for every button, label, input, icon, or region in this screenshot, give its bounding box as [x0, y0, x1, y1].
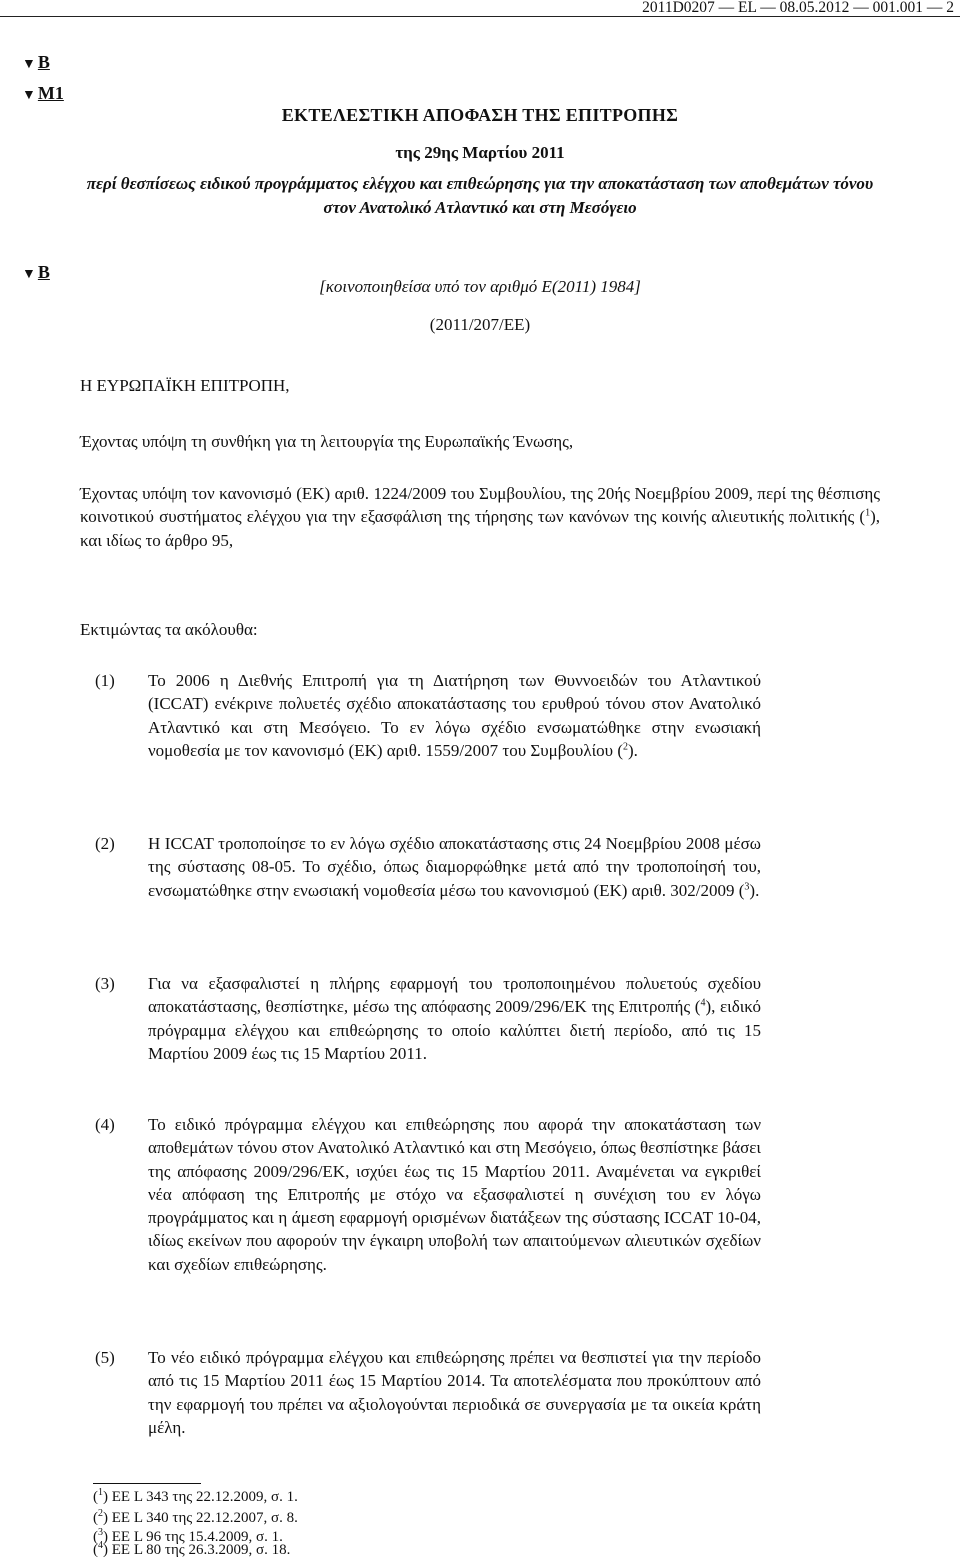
- recital-number: (5): [95, 1348, 115, 1367]
- running-header: 2011D0207 — EL — 08.05.2012 — 001.001 — 2: [642, 0, 954, 16]
- footnote: ($^1$) ΕΕ L 343 της 22.12.2009, σ. 1.: [93, 1487, 298, 1505]
- document-number: (2011/207/ΕΕ): [429, 315, 531, 334]
- footnote: ($^2$) ΕΕ L 340 της 22.12.2007, σ. 8.: [93, 1508, 298, 1526]
- consolidation-marker-b[interactable]: [22, 52, 50, 73]
- recital-number: (3): [95, 974, 115, 993]
- footnote: ($^4$) ΕΕ L 80 της 26.3.2009, σ. 18.: [93, 1540, 291, 1558]
- marker-label: B: [37, 52, 50, 72]
- footnote-ref[interactable]: 2: [623, 741, 628, 753]
- footnote-separator: [93, 1483, 201, 1484]
- citation-regulation: Έχοντας υπόψη τον κανονισμό (ΕΚ) αριθ. 1224/2009 του Συμβουλίου, της 20ής Νοεμβρίου 2009, περί της θέσπισης κοινοτικού συστήματος ελέγχου για την εξασφάλιση της τήρησης των κανόνων της κοινής αλιευτικής πολιτικής ($^1$), και ιδίως το άρθρο 95,: [80, 484, 880, 550]
- triangle-down-icon: ▼: [22, 88, 36, 103]
- footnote-ref[interactable]: 3: [744, 880, 750, 892]
- document-subject: περί θεσπίσεως ειδικού προγράμματος ελέγχου και επιθεώρησης για την αποκατάσταση των αποθεμάτων τόνου στον Ανατολικό Ατλαντικό και στη Μεσόγειο: [86, 174, 874, 217]
- consolidation-marker-m1[interactable]: [22, 83, 64, 104]
- triangle-down-icon: ▼: [22, 267, 36, 282]
- recital-number: (1): [95, 671, 115, 690]
- marker-label: M1: [37, 83, 64, 103]
- recital-number: (2): [95, 834, 115, 853]
- recital-text: Για να εξασφαλιστεί η πλήρης εφαρμογή του τροποποιημένου πολυετούς σχεδίου αποκατάστασης, θεσπίστηκε, μέσω της απόφασης 2009/296/ΕΚ της Επιτροπής ($^4$), ειδικό πρόγραμμα ελέγχου και επιθεώρησης το οποίο καλύπτει διετή περίοδο, από τις 15 Μαρτίου 2009 έως τις 15 Μαρτίου 2011.: [148, 974, 761, 1063]
- recital-number: (4): [95, 1115, 115, 1134]
- consolidation-marker-b[interactable]: [22, 262, 50, 283]
- notification-reference: [κοινοποιηθείσα υπό τον αριθμό Ε(2011) 1984]: [319, 277, 641, 296]
- triangle-down-icon: ▼: [22, 57, 36, 72]
- recital-text: Το νέο ειδικό πρόγραμμα ελέγχου και επιθεώρησης πρέπει να θεσπιστεί για την περίοδο από τις 15 Μαρτίου 2011 έως 15 Μαρτίου 2014. Τα αποτελέσματα που προκύπτουν από την εφαρμογή του πρέπει να αξιολογούνται περιοδικά σε συνεργασία με τα οικεία κράτη μέλη.: [148, 1348, 761, 1437]
- document-title: ΕΚΤΕΛΕΣΤΙΚΗ ΑΠΟΦΑΣΗ ΤΗΣ ΕΠΙΤΡΟΠΗΣ: [281, 105, 679, 125]
- marker-label: B: [37, 262, 50, 282]
- recital-text: Το ειδικό πρόγραμμα ελέγχου και επιθεώρησης που αφορά την αποκατάσταση των αποθεμάτων τόνου στον Ανατολικό Ατλαντικό και στη Μεσόγειο, όπως θεσπίστηκε βάσει της απόφασης 2009/296/ΕΚ, ισχύει έως τις 15 Μαρτίου 2011. Αναμένεται να εγκριθεί νέα απόφαση της Επιτροπής με στόχο να εξασφαλιστεί η συνέχιση του εν λόγω προγράμματος και η άμεση εφαρμογή ορισμένων διατάξεων της σύστασης ICCAT 10-04, ιδίως εκείνων που αφορούν την έγκαιρη υποβολή των απαιτούμενων αλιευτικών σχεδίων και σχεδίων επιθεώρησης.: [148, 1115, 761, 1274]
- footnote: ($^3$) ΕΕ L 96 της 15.4.2009, σ. 1.: [93, 1527, 283, 1545]
- footnote-ref[interactable]: 4: [700, 997, 706, 1009]
- citation-treaty: Έχοντας υπόψη τη συνθήκη για τη λειτουργία της Ευρωπαϊκής Ένωσης,: [80, 432, 574, 451]
- document-date: της 29ης Μαρτίου 2011: [395, 143, 565, 162]
- whereas-intro: Εκτιμώντας τα ακόλουθα:: [80, 620, 258, 639]
- recital-text: Η ICCAT τροποποίησε το εν λόγω σχέδιο αποκατάστασης στις 24 Νοεμβρίου 2008 μέσω της σύστασης 08-05. Το σχέδιο, όπως διαμορφώθηκε μετά από την τροποποίησή του, ενσωματώθηκε στην ενωσιακή νομοθεσία μέσω του κανονισμού (ΕΚ) αριθ. 302/2009 ($^3$).: [148, 834, 761, 900]
- recital-text: Το 2006 η Διεθνής Επιτροπή για τη Διατήρηση των Θυννοειδών του Ατλαντικού (ICCAT) ενέκρινε πολυετές σχέδιο αποκατάστασης του ερυθρού τόνου στον Ανατολικό Ατλαντικό και στη Μεσόγειο. Το εν λόγω σχέδιο ενσωματώθηκε στην ενωσιακή νομοθεσία με τον κανονισμό (ΕΚ) αριθ. 1559/2007 του Συμβουλίου ($^2$).: [148, 671, 761, 760]
- commission-heading: Η ΕΥΡΩΠΑΪΚΗ ΕΠΙΤΡΟΠΗ,: [80, 376, 290, 395]
- footnote-ref[interactable]: 1: [865, 507, 871, 519]
